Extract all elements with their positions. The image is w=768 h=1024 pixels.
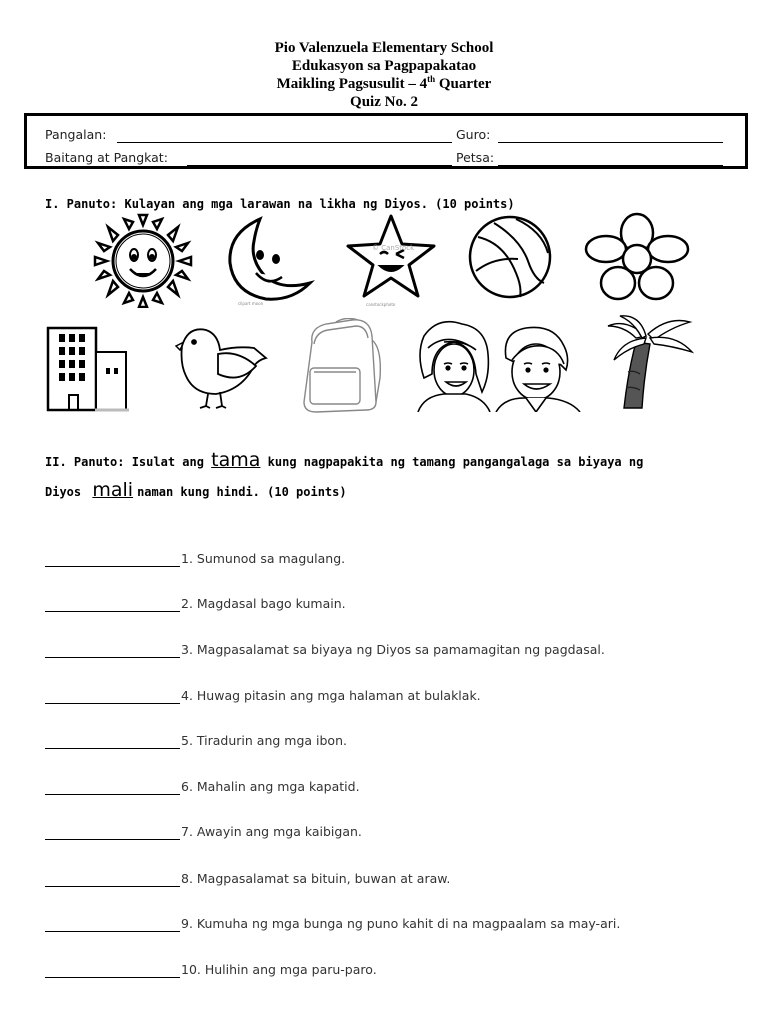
ball-picture[interactable]: [464, 213, 556, 301]
teacher-label: Guro:: [456, 127, 491, 142]
mali-word: mali: [92, 479, 134, 501]
part1-text: . Panuto: Kulayan ang mga larawan na likha ng Diyos. (10 points): [52, 197, 515, 211]
date-label: Petsa:: [456, 150, 495, 165]
people-picture[interactable]: [414, 318, 590, 412]
grade-section-field[interactable]: [187, 165, 452, 166]
list-item: 2. Magdasal bago kumain.: [181, 596, 346, 611]
grade-section-label: Baitang at Pangkat:: [45, 150, 168, 165]
subject-title: Edukasyon sa Pagpapakatao: [291, 58, 477, 74]
quiz-number: Quiz No. 2: [350, 94, 418, 110]
list-item: 1. Sumunod sa magulang.: [181, 551, 346, 566]
part2-number: II: [45, 455, 60, 469]
part2-instruction-line1: [45, 449, 643, 471]
part2-text-a: . Panuto: Isulat ang: [59, 455, 212, 469]
list-item: 6. Mahalin ang mga kapatid.: [181, 779, 360, 794]
answer-blank[interactable]: [45, 931, 180, 932]
bird-picture[interactable]: [168, 320, 273, 410]
part2-text-c: Diyos: [45, 485, 89, 499]
palm-tree-picture[interactable]: [606, 312, 694, 410]
name-label: Pangalan:: [45, 127, 107, 142]
list-item: 10. Hulihin ang mga paru-paro.: [181, 962, 377, 977]
part1-instruction: [45, 197, 515, 211]
part2-text-d: naman kung hindi. (10 points): [137, 485, 347, 499]
quiz-title: [0, 76, 768, 93]
sun-picture[interactable]: [86, 213, 200, 308]
list-item: 3. Magpasalamat sa biyaya ng Diyos sa pamamagitan ng pagdasal.: [181, 642, 605, 657]
svg-text:clipart moon: clipart moon: [238, 301, 264, 306]
svg-text:canstockphoto: canstockphoto: [366, 302, 396, 307]
part1-number: I: [45, 197, 53, 211]
answer-blank[interactable]: [45, 611, 180, 612]
flower-picture[interactable]: [582, 211, 692, 303]
list-item: 5. Tiradurin ang mga ibon.: [181, 733, 347, 748]
list-item: 7. Awayin ang mga kaibigan.: [181, 824, 362, 839]
bag-picture[interactable]: [296, 318, 384, 414]
school-name: Pio Valenzuela Elementary School: [274, 40, 494, 56]
tama-word: tama: [211, 449, 261, 471]
list-item: 4. Huwag pitasin ang mga halaman at bulaklak.: [181, 688, 481, 703]
star-picture[interactable]: [336, 210, 446, 308]
part2-instruction-line2: [45, 479, 347, 501]
answer-blank[interactable]: [45, 977, 180, 978]
answer-blank[interactable]: [45, 703, 180, 704]
answer-blank[interactable]: [45, 794, 180, 795]
list-item: 9. Kumuha ng mga bunga ng puno kahit di na magpaalam sa may-ari.: [181, 916, 621, 931]
answer-blank[interactable]: [45, 886, 180, 887]
answer-blank[interactable]: [45, 839, 180, 840]
answer-blank[interactable]: [45, 748, 180, 749]
teacher-field[interactable]: [498, 142, 723, 143]
quiz-title-prefix: Maikling Pagsusulit – 4: [276, 76, 428, 92]
svg-text:© CanStock: © CanStock: [372, 244, 415, 252]
date-field[interactable]: [498, 165, 723, 166]
answer-blank[interactable]: [45, 657, 180, 658]
building-picture[interactable]: [45, 322, 130, 412]
answer-blank[interactable]: [45, 566, 180, 567]
moon-picture[interactable]: [220, 213, 324, 308]
quiz-title-suffix: Quarter: [435, 76, 492, 92]
quiz-title-sup: th: [427, 74, 436, 84]
name-field[interactable]: [117, 142, 452, 143]
part2-text-b: kung nagpapakita ng tamang pangangalaga sa biyaya ng: [260, 455, 644, 469]
list-item: 8. Magpasalamat sa bituin, buwan at araw.: [181, 871, 451, 886]
